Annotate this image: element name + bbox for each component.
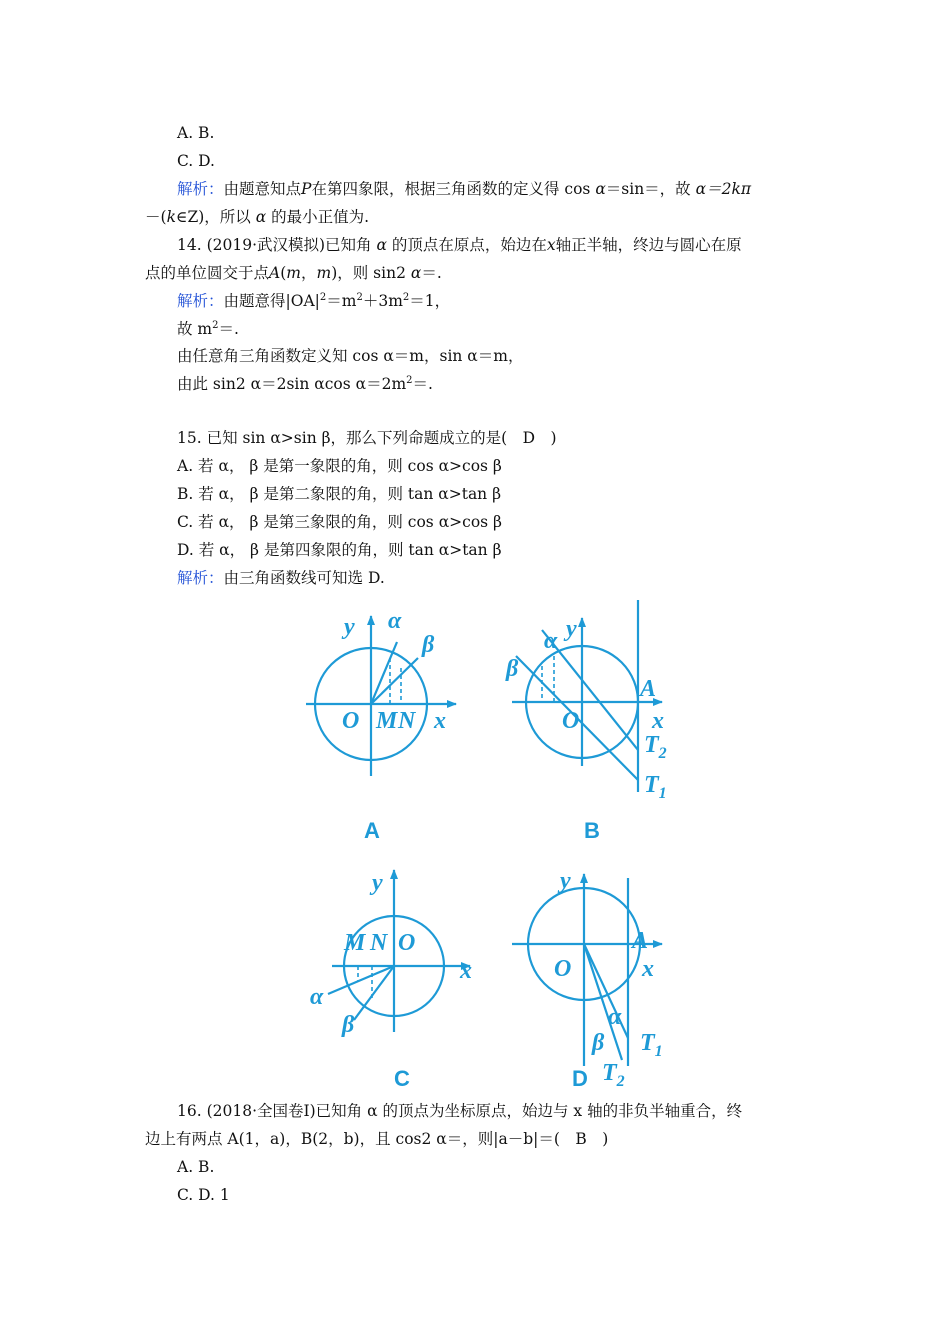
text: T [644, 772, 659, 798]
text: 2 [356, 291, 363, 303]
n-label: N [398, 708, 416, 734]
text: 在第四象限，根据三角函数的定义得 cos [311, 180, 591, 198]
panel-a-caption: A [364, 818, 380, 843]
t2-label [644, 732, 667, 762]
y-axis-label: y [566, 616, 577, 642]
text: α [376, 236, 387, 254]
q14-analysis-line4 [177, 374, 433, 394]
alpha-label: α [310, 984, 324, 1010]
x-axis-label: x [434, 708, 446, 734]
text: ＝1， [409, 292, 451, 310]
text: 14. (2019·武汉模拟)已知角 [177, 236, 372, 254]
q14-stem-line1 [177, 235, 742, 255]
alpha-label: α [388, 608, 402, 634]
q15-stem: 15. 已知 sin α>sin β，那么下列命题成立的是( D ) [177, 429, 557, 447]
origin-label: O [562, 708, 580, 734]
q16-stem-line2: 边上有两点 A(1，a)，B(2，b)，且 cos2 α＝，则|a－b|＝( B ) [145, 1130, 609, 1148]
text: 2 [658, 745, 667, 762]
q16-options-cd: C. D. 1 [177, 1186, 230, 1204]
text: 轴正半轴，终边与圆心在原 [555, 236, 742, 254]
text: 的顶点在原点，始边在 [391, 236, 547, 254]
text: 故 m [177, 320, 213, 338]
text: ＝sin＝，故 [605, 180, 691, 198]
text: 2 [212, 319, 219, 331]
text: T [602, 1060, 617, 1086]
q16-stem-line1: 16. (2018·全国卷Ⅰ)已知角 α 的顶点为坐标原点，始边与 x 轴的非负半轴重合，终 [177, 1102, 743, 1120]
text: 点的单位圆交于点 [145, 264, 270, 282]
q15-option-d: D. 若 α， β 是第四象限的角，则 tan α>tan β [177, 541, 502, 559]
text: ＝m [326, 292, 357, 310]
beta-label: β [342, 1012, 355, 1038]
q16-options-ab: A. B. [177, 1158, 215, 1176]
text: －( [145, 208, 167, 226]
text: ＝. [421, 264, 442, 282]
origin-label: O [554, 956, 572, 982]
text: ， [300, 264, 317, 282]
origin-label: O [398, 930, 416, 956]
text: α [595, 180, 606, 198]
text: ＝. [218, 320, 239, 338]
alpha-label: α [608, 1004, 622, 1030]
q15-option-b: B. 若 α， β 是第二象限的角，则 tan α>tan β [177, 485, 502, 503]
text: 由题意得|OA| [223, 292, 320, 310]
x-axis-label: x [642, 956, 654, 982]
text: x [546, 236, 556, 254]
q14-analysis-line1 [177, 291, 450, 311]
text: A [269, 264, 281, 282]
point-a-label: A [640, 676, 657, 702]
panel-d-caption: D [572, 1066, 588, 1090]
text: P [301, 180, 312, 198]
t1-label [640, 1030, 663, 1060]
q15-analysis [177, 568, 385, 588]
q13-analysis-line1 [177, 179, 751, 199]
text: ＝. [412, 375, 433, 393]
text: 2 [616, 1073, 625, 1090]
q14-analysis-line3: 由任意角三角函数定义知 cos α＝m，sin α＝m， [177, 347, 524, 365]
analysis-label: 解析： [177, 292, 224, 310]
panel-c-caption: C [394, 1066, 410, 1090]
m-label: M [344, 930, 366, 956]
beta-label: β [506, 656, 519, 682]
text: 1 [658, 785, 667, 802]
q15-option-a: A. 若 α， β 是第一象限的角，则 cos α>cos β [177, 457, 502, 475]
text: m [316, 264, 332, 282]
text: 1 [654, 1043, 663, 1060]
beta-terminal-side [371, 658, 418, 704]
text: 由此 sin2 α＝2sin αcos α＝2m [177, 375, 407, 393]
alpha-terminal-side [371, 642, 397, 704]
panel-b-caption: B [584, 818, 600, 843]
text: )，则 sin2 [331, 264, 406, 282]
trig-lines-figure [304, 596, 676, 1090]
text: α [255, 208, 267, 226]
text: α [410, 264, 422, 282]
text: T [640, 1030, 655, 1056]
text: 2 [402, 291, 410, 303]
text: 2 [319, 291, 327, 303]
y-axis-label: y [344, 614, 355, 640]
x-axis-label: x [652, 708, 664, 734]
q13-options-cd: C. D. [177, 152, 215, 170]
q14-stem-line2 [145, 263, 442, 283]
text: 由三角函数线可知选 D. [223, 569, 385, 587]
t2-label [602, 1060, 625, 1090]
t1-label [644, 772, 667, 802]
beta-label: β [592, 1030, 605, 1056]
q15-option-c: C. 若 α， β 是第三象限的角，则 cos α>cos β [177, 513, 503, 531]
analysis-label: 解析： [177, 569, 224, 587]
text: 由题意知点 [223, 180, 302, 198]
n-label: N [370, 930, 388, 956]
m-label: M [376, 708, 398, 734]
origin-label: O [342, 708, 360, 734]
text: T [644, 732, 659, 758]
q14-analysis-line2 [177, 319, 239, 339]
alpha-label: α [544, 628, 558, 654]
text: ＋3m [362, 292, 403, 310]
alpha-terminal-side [584, 944, 628, 1038]
text: ( [280, 264, 287, 282]
beta-label: β [422, 632, 435, 658]
analysis-label: 解析： [177, 180, 224, 198]
text: k [166, 208, 176, 226]
text: 的最小正值为. [271, 208, 370, 226]
q13-analysis-line2 [145, 207, 369, 227]
q13-options-ab: A. B. [177, 124, 215, 142]
x-axis-label: x [460, 958, 472, 984]
text: α＝2kπ [695, 180, 752, 198]
y-axis-label: y [372, 870, 383, 896]
text: 2 [406, 374, 413, 386]
text: m [286, 264, 301, 282]
text: ∈Z)，所以 [175, 208, 251, 226]
point-a-label: A [632, 928, 649, 954]
y-axis-label: y [560, 868, 571, 894]
